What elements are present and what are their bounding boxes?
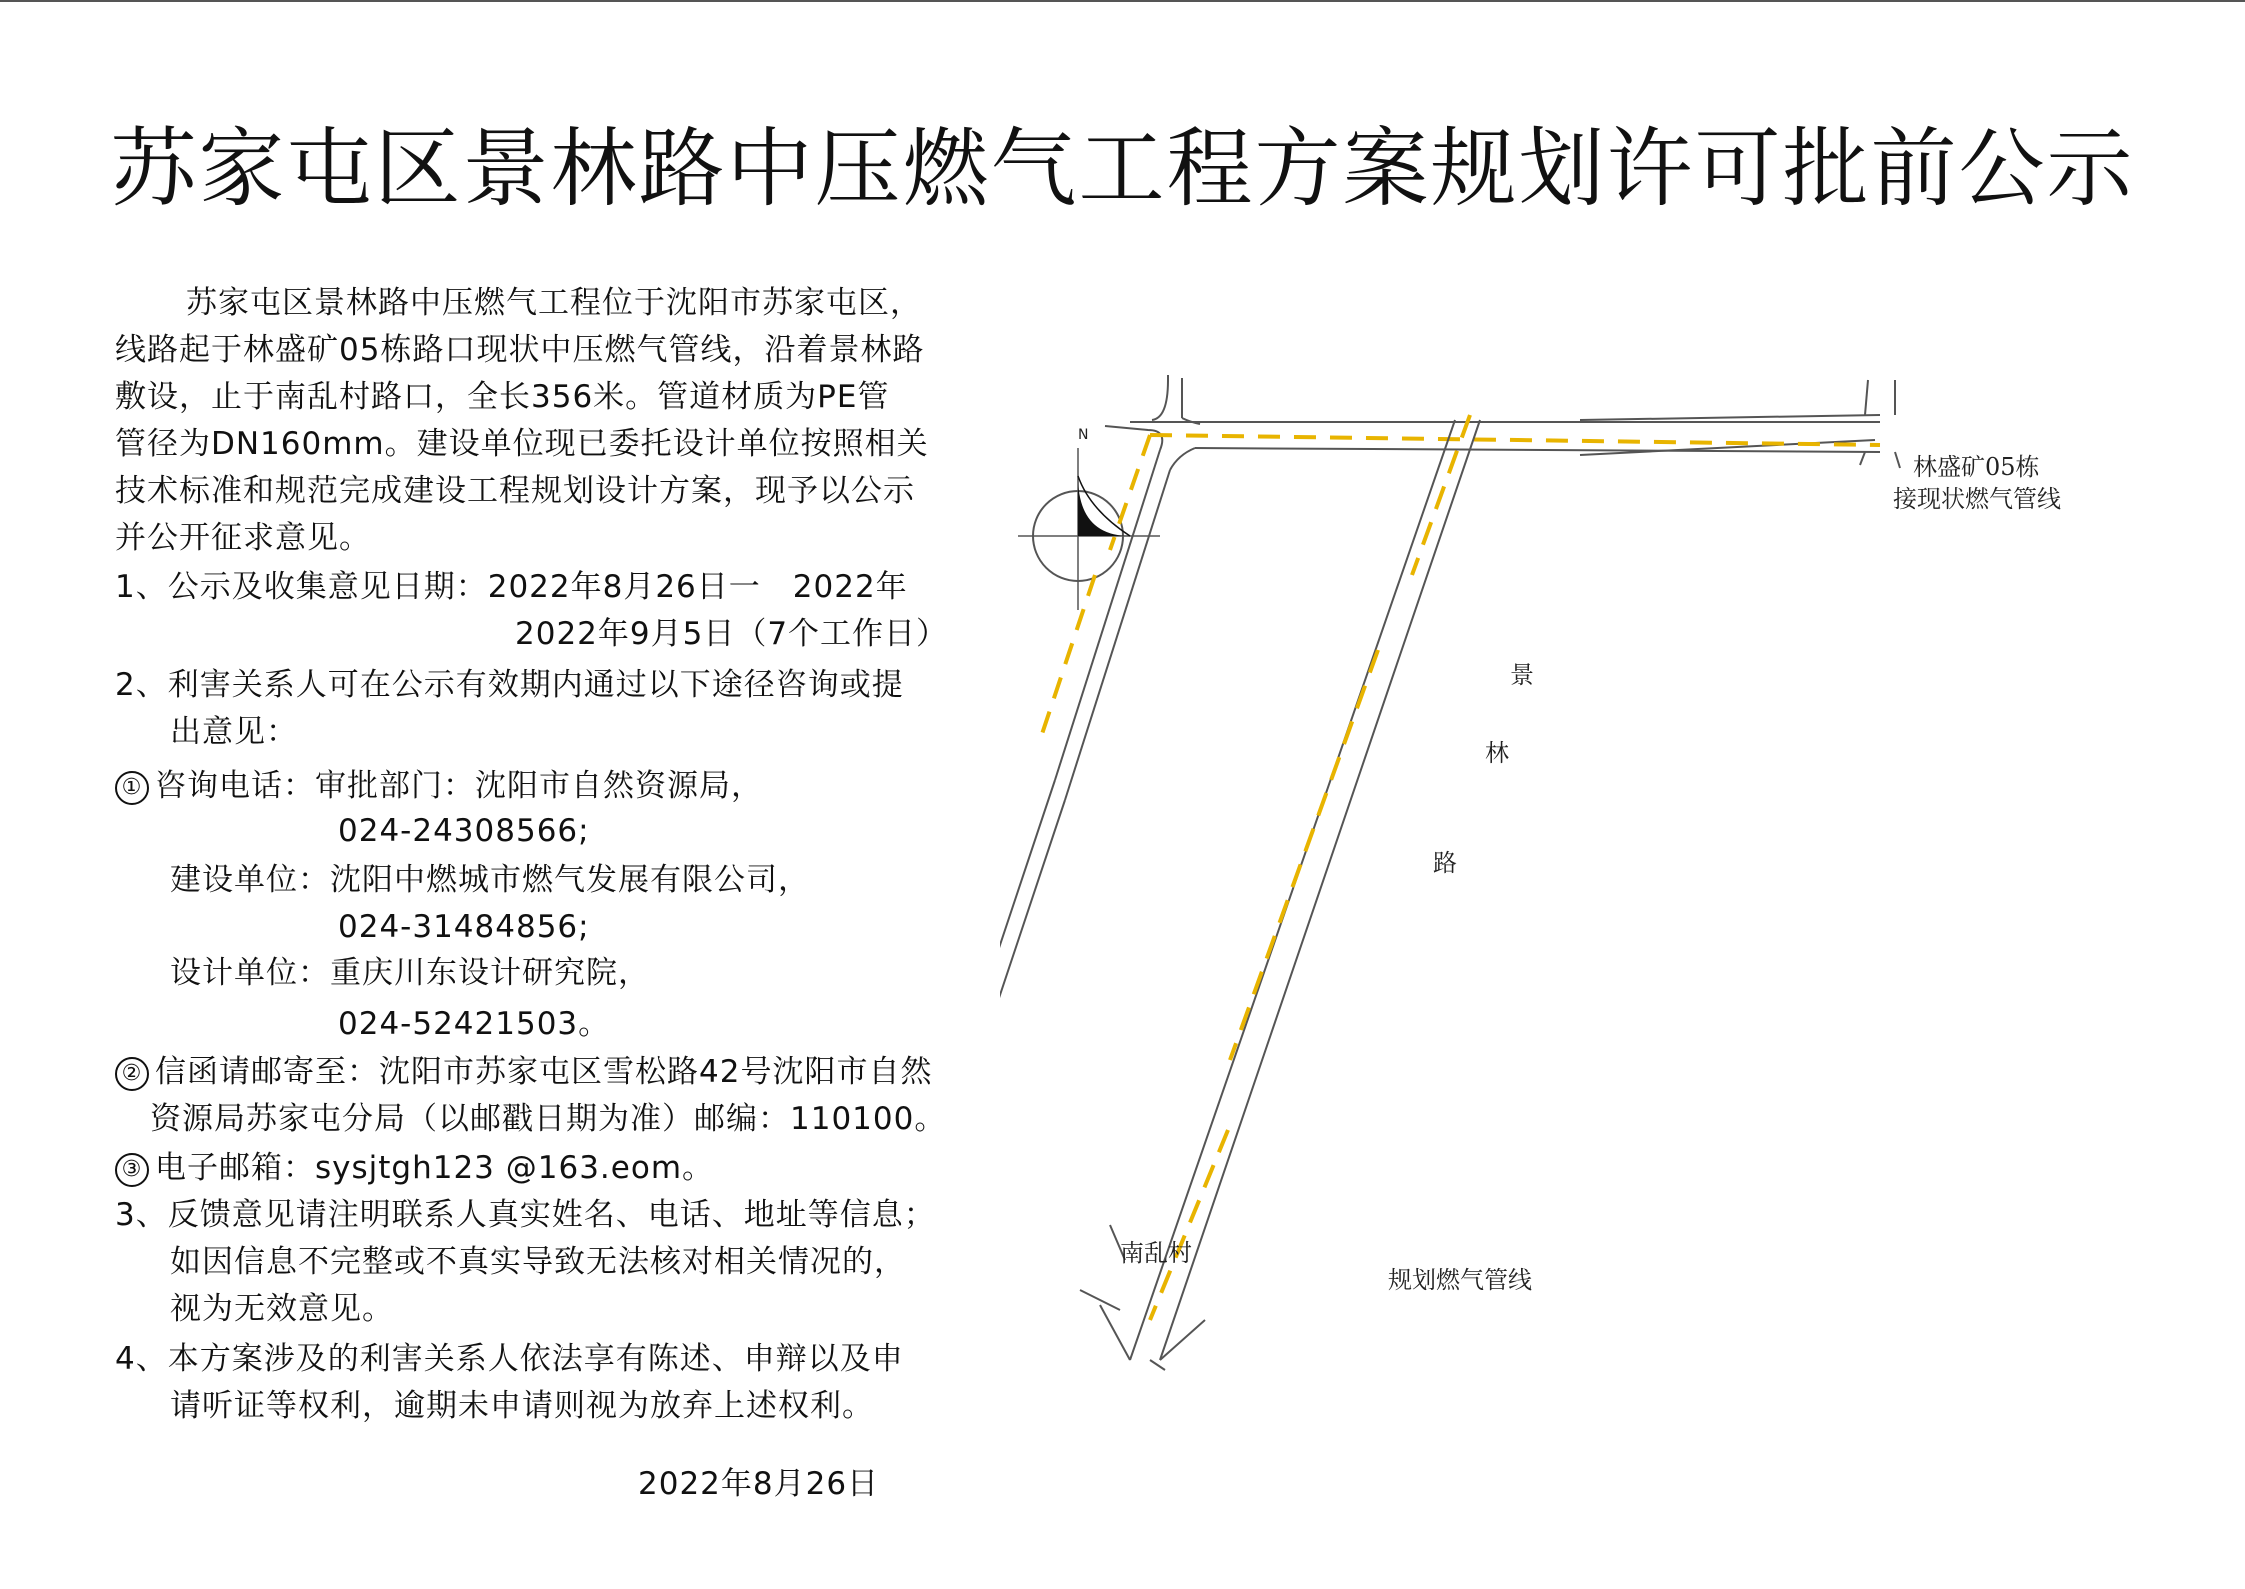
contact-phone-row — [115, 766, 763, 806]
item3-feedback: 3、反馈意见请注明联系人真实姓名、电话、地址等信息； — [115, 1197, 936, 1233]
approval-phone: 024-24308566; — [338, 813, 590, 849]
item1-dates: 1、公示及收集意见日期：2022年8月26日一 2022年 — [115, 569, 908, 605]
intro-line: 管径为DN160mm。建设单位现已委托设计单位按照相关 — [115, 426, 929, 462]
end-point-label: 南乱村 — [1120, 1239, 1192, 1267]
publish-date: 2022年8月26日 — [638, 1466, 880, 1502]
item2-channels-cont: 出意见： — [170, 714, 298, 750]
legend-label: 规划燃气管线 — [1388, 1266, 1532, 1294]
site-plan-map — [1000, 360, 2245, 1380]
intro-line: 苏家屯区景林路中压燃气工程位于沈阳市苏家屯区， — [186, 285, 922, 321]
notice-text-block — [0, 0, 1000, 1589]
designer-unit: 设计单位：重庆川东设计研究院， — [170, 955, 650, 991]
road-name-char: 林 — [1485, 739, 1509, 767]
phone-label: 咨询电话：审批部门：沈阳市自然资源局， — [155, 768, 763, 804]
mail-address-cont: 资源局苏家屯分局（以邮戳日期为准）邮编：110100。 — [150, 1101, 947, 1137]
item4-rights-cont: 请听证等权利，逾期未申请则视为放弃上述权利。 — [170, 1388, 874, 1424]
intro-line: 线路起于林盛矿05栋路口现状中压燃气管线，沿着景林路 — [115, 332, 925, 368]
builder-unit: 建设单位：沈阳中燃城市燃气发展有限公司， — [170, 862, 810, 898]
item4-rights: 4、本方案涉及的利害关系人依法享有陈述、申辩以及申 — [115, 1341, 904, 1377]
email-address: 电子邮箱：sysjtgh123 @163.eom。 — [155, 1150, 715, 1186]
item1-dates-end: 2022年9月5日（7个工作日） — [515, 616, 949, 652]
intro-line: 并公开征求意见。 — [115, 520, 371, 556]
item3-feedback-cont: 如因信息不完整或不真实导致无法核对相关情况的， — [170, 1244, 906, 1280]
designer-phone: 024-52421503。 — [338, 1006, 611, 1042]
builder-phone: 024-31484856; — [338, 909, 590, 945]
intro-line: 技术标准和规范完成建设工程规划设计方案，现予以公示 — [115, 473, 915, 509]
start-point-label: 林盛矿05栋 — [1913, 453, 2040, 481]
intro-line: 敷设，止于南乱村路口，全长356米。管道材质为PE管 — [115, 379, 890, 415]
circled-number-1: ① — [115, 771, 149, 805]
item2-channels: 2、利害关系人可在公示有效期内通过以下途径咨询或提 — [115, 667, 904, 703]
circled-number-2: ② — [115, 1057, 149, 1091]
mail-address: 信函请邮寄至：沈阳市苏家屯区雪松路42号沈阳市自然 — [155, 1054, 933, 1090]
road-name-char: 景 — [1510, 661, 1534, 689]
item3-feedback-cont: 视为无效意见。 — [170, 1291, 394, 1327]
north-label: N — [1078, 427, 1089, 443]
page-title: 苏家屯区景林路中压燃气工程方案规划许可批前公示 — [110, 119, 2135, 219]
mail-row — [115, 1052, 932, 1092]
circled-number-3: ③ — [115, 1153, 149, 1187]
start-point-label-2: 接现状燃气管线 — [1893, 485, 2061, 513]
road-name-char: 路 — [1433, 849, 1457, 877]
email-row — [115, 1148, 714, 1188]
